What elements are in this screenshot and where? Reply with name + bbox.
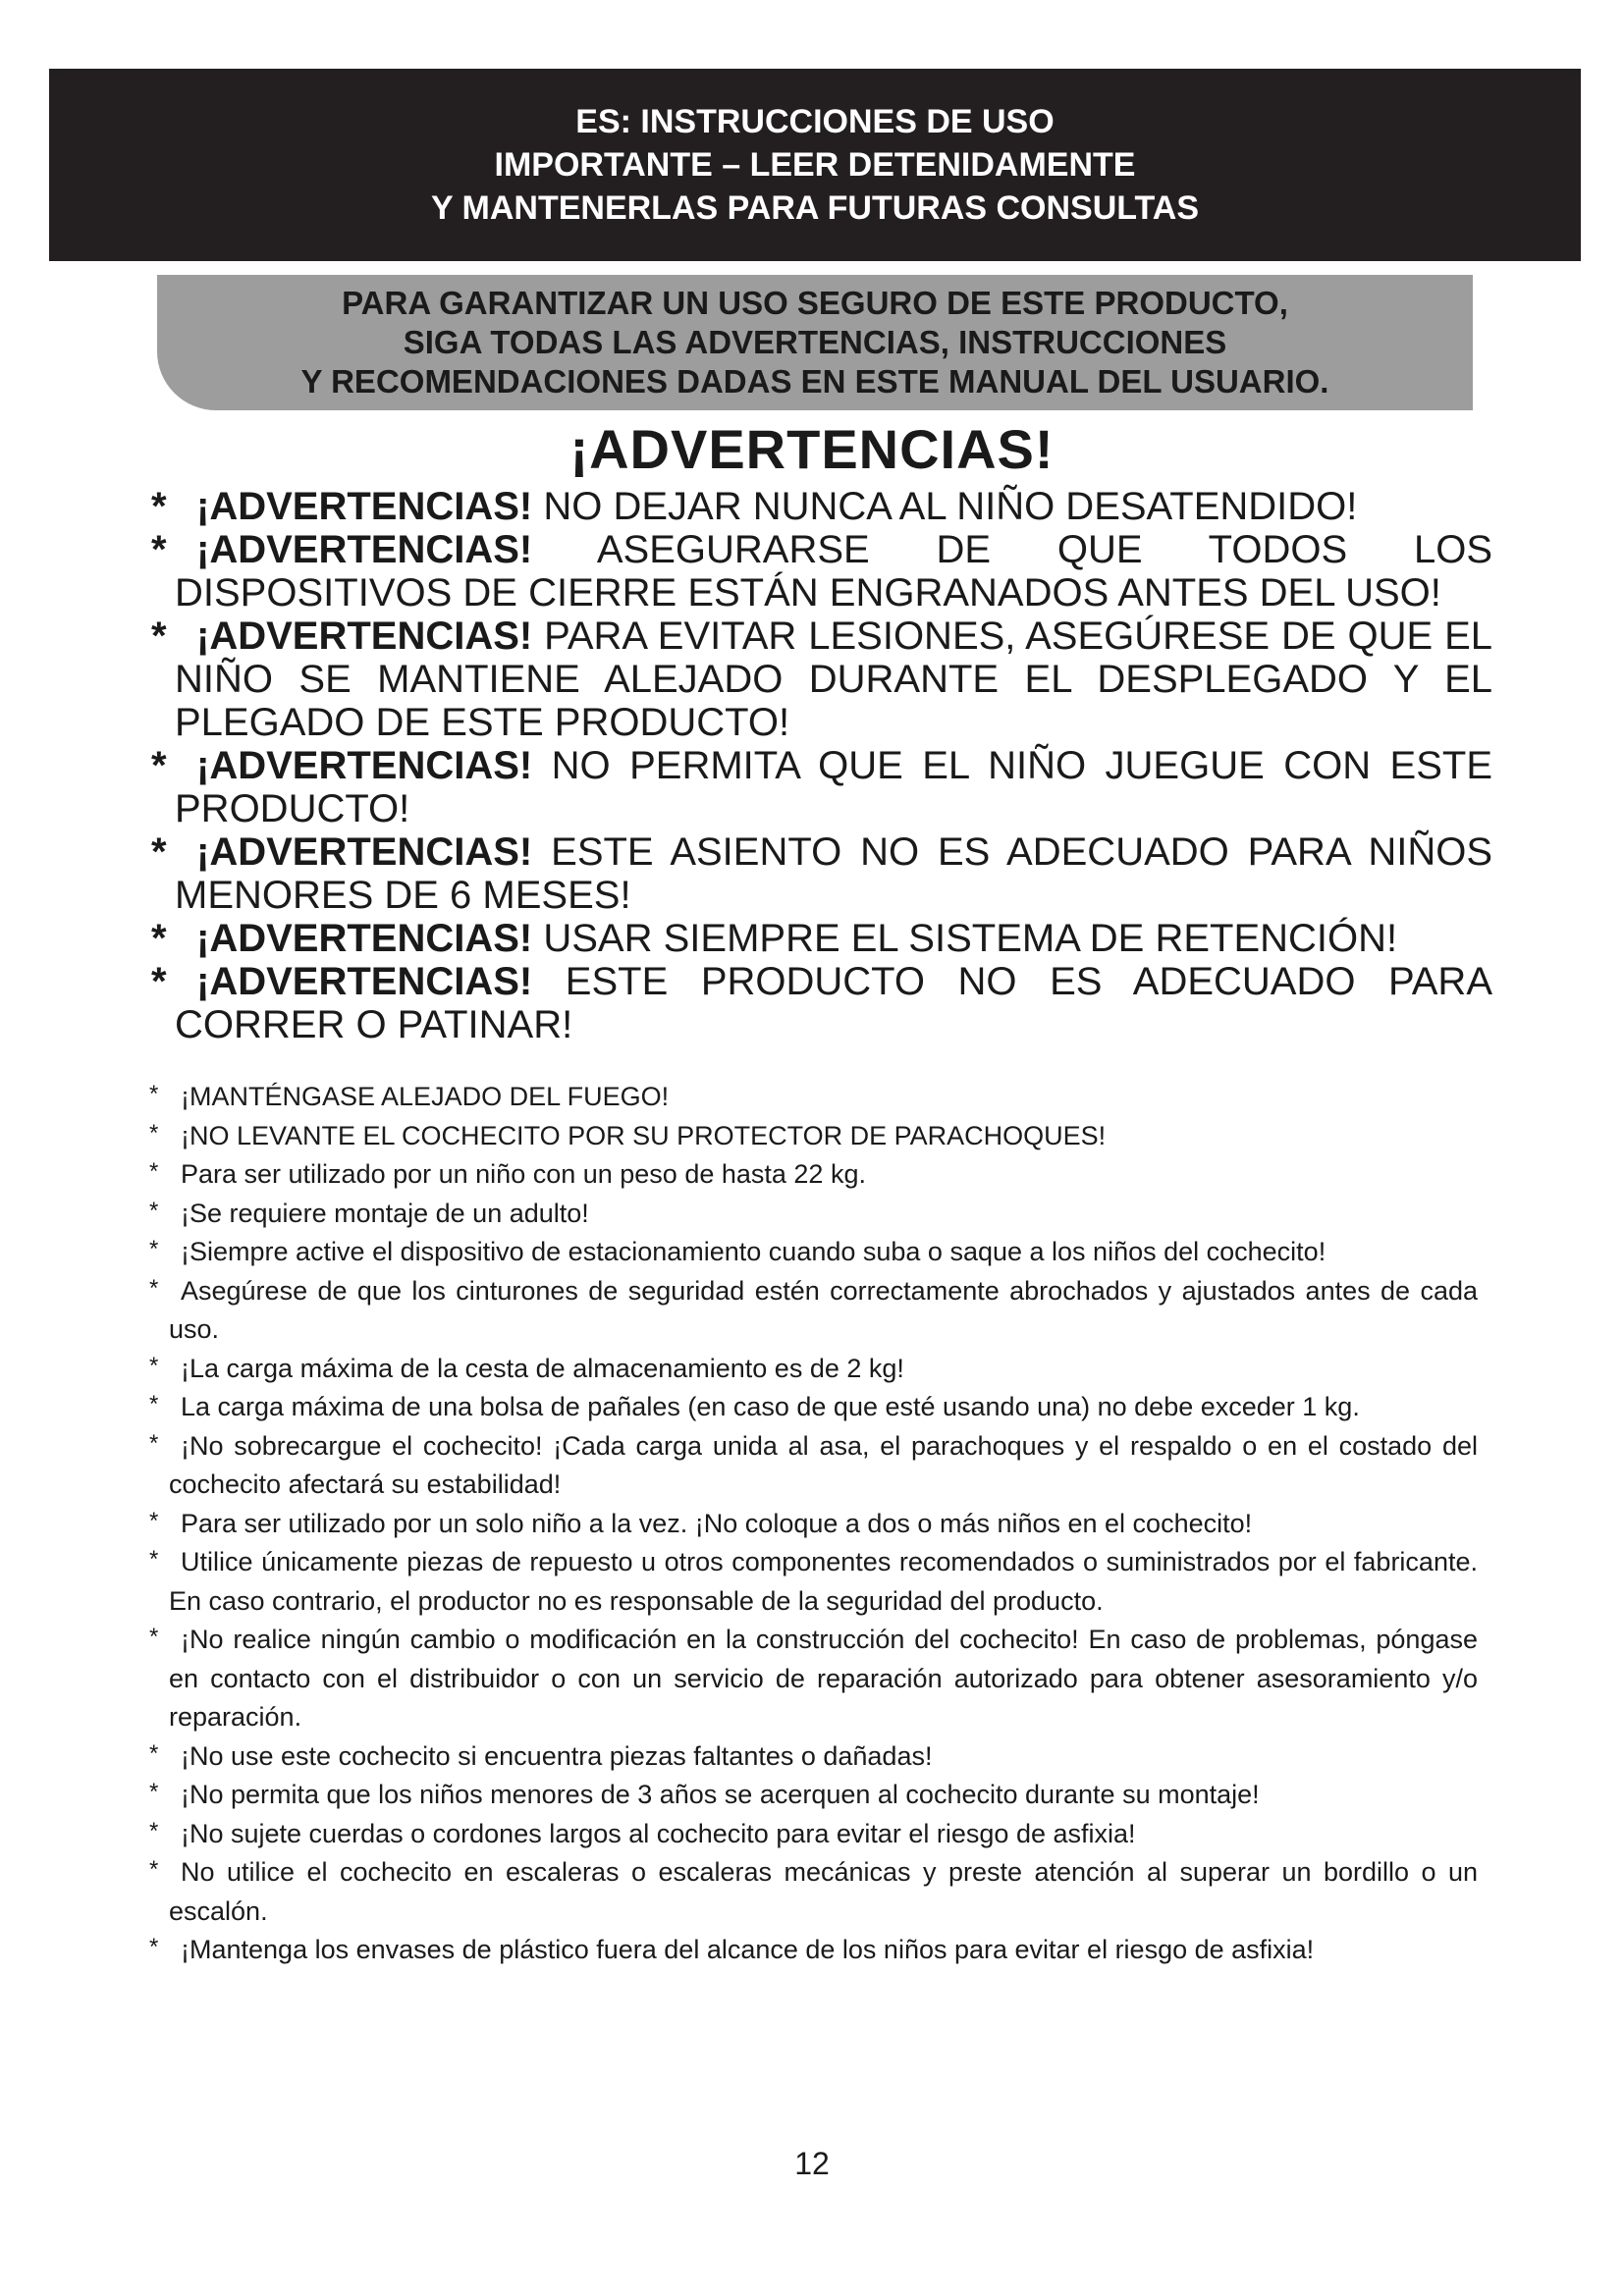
note-text: ¡MANTÉNGASE ALEJADO DEL FUEGO! bbox=[181, 1082, 670, 1111]
warning-label: ¡ADVERTENCIAS! bbox=[196, 917, 533, 960]
note-item bbox=[147, 1350, 1478, 1389]
note-item bbox=[147, 1543, 1478, 1621]
bullet-star: * bbox=[149, 1119, 159, 1147]
instructions-header bbox=[49, 69, 1581, 261]
note-item bbox=[147, 1195, 1478, 1234]
warning-item bbox=[147, 960, 1492, 1046]
warning-text: NO PERMITA QUE EL NIÑO JUEGUE CON ESTE PRODUCTO! bbox=[175, 744, 1492, 830]
note-text: Para ser utilizado por un solo niño a la vez. ¡No coloque a dos o más niños en el cochecito! bbox=[181, 1508, 1253, 1538]
warning-item bbox=[147, 744, 1492, 830]
note-text: Asegúrese de que los cinturones de seguridad estén correctamente abrochados y ajustados antes de cada uso. bbox=[169, 1275, 1478, 1344]
header-line-1: ES: INSTRUCCIONES DE USO bbox=[575, 103, 1055, 140]
bullet-star: * bbox=[149, 1236, 159, 1262]
warning-label: ¡ADVERTENCIAS! bbox=[196, 830, 533, 874]
note-item bbox=[147, 1815, 1478, 1854]
warning-label: ¡ADVERTENCIAS! bbox=[196, 744, 533, 787]
warning-label: ¡ADVERTENCIAS! bbox=[196, 528, 533, 571]
bullet-star: * bbox=[151, 528, 167, 571]
note-text: La carga máxima de una bolsa de pañales (en caso de que esté usando una) no debe exceder 1 kg. bbox=[181, 1392, 1360, 1421]
note-item bbox=[147, 1931, 1478, 1970]
warning-label: ¡ADVERTENCIAS! bbox=[196, 614, 533, 658]
note-text: ¡No use este cochecito si encuentra piezas faltantes o dañadas! bbox=[181, 1740, 933, 1771]
note-item bbox=[147, 1776, 1478, 1815]
note-text: No utilice el cochecito en escaleras o escaleras mecánicas y preste atención al superar un bordillo o un escalón. bbox=[169, 1857, 1478, 1926]
bullet-star: * bbox=[149, 1197, 159, 1224]
note-item bbox=[147, 1388, 1478, 1427]
note-item bbox=[147, 1621, 1478, 1737]
note-item bbox=[147, 1272, 1478, 1350]
header-line-3: Y MANTENERLAS PARA FUTURAS CONSULTAS bbox=[431, 189, 1199, 227]
warning-text: ASEGURARSE DE QUE TODOS LOS DISPOSITIVOS DE CIERRE ESTÁN ENGRANADOS ANTES DEL USO! bbox=[175, 528, 1492, 614]
bullet-star: * bbox=[149, 1391, 159, 1417]
bullet-star: * bbox=[149, 1274, 159, 1302]
note-item bbox=[147, 1155, 1478, 1195]
major-warnings-list bbox=[147, 485, 1492, 1046]
bullet-star: * bbox=[149, 1546, 159, 1573]
note-text: ¡No permita que los niños menores de 3 años se acerquen al cochecito durante su montaje! bbox=[181, 1780, 1260, 1809]
warning-label: ¡ADVERTENCIAS! bbox=[196, 485, 533, 528]
note-text: ¡No realice ningún cambio o modificación en la construcción del cochecito! En caso de problemas, póngase en contacto con el distribuidor o con un servicio de reparación autorizado para obtener asesoramiento y/o reparación. bbox=[169, 1625, 1478, 1732]
warning-text: ESTE ASIENTO NO ES ADECUADO PARA NIÑOS MENORES DE 6 MESES! bbox=[175, 830, 1492, 917]
note-item bbox=[147, 1117, 1478, 1156]
note-text: ¡La carga máxima de la cesta de almacenamiento es de 2 kg! bbox=[181, 1353, 904, 1383]
note-item bbox=[147, 1737, 1478, 1777]
warning-text: ESTE PRODUCTO NO ES ADECUADO PARA CORRER O PATINAR! bbox=[175, 960, 1492, 1046]
bullet-star: * bbox=[151, 960, 167, 1003]
warning-text: USAR SIEMPRE EL SISTEMA DE RETENCIÓN! bbox=[532, 917, 1398, 960]
bullet-star: * bbox=[151, 830, 167, 874]
note-item bbox=[147, 1853, 1478, 1931]
notice-line-2: SIGA TODAS LAS ADVERTENCIAS, INSTRUCCIONES bbox=[403, 324, 1227, 360]
bullet-star: * bbox=[151, 614, 167, 658]
bullet-star: * bbox=[149, 1624, 159, 1650]
bullet-star: * bbox=[149, 1158, 159, 1185]
notice-line-3: Y RECOMENDACIONES DADAS EN ESTE MANUAL DEL USUARIO. bbox=[300, 363, 1329, 400]
bullet-star: * bbox=[151, 485, 167, 528]
note-text: ¡Se requiere montaje de un adulto! bbox=[181, 1198, 589, 1228]
warning-item bbox=[147, 614, 1492, 744]
warnings-title: ¡ADVERTENCIAS! bbox=[569, 418, 1055, 480]
warning-text: PARA EVITAR LESIONES, ASEGÚRESE DE QUE EL NIÑO SE MANTIENE ALEJADO DURANTE EL DESPLEGADO Y EL PLEGADO DE ESTE PRODUCTO! bbox=[175, 614, 1492, 744]
note-text: ¡NO LEVANTE EL COCHECITO POR SU PROTECTOR DE PARACHOQUES! bbox=[181, 1120, 1107, 1150]
note-text: ¡Mantenga los envases de plástico fuera del alcance de los niños para evitar el riesgo de asfixia! bbox=[181, 1935, 1315, 1964]
warning-item bbox=[147, 830, 1492, 917]
safety-notice-banner bbox=[157, 275, 1473, 410]
bullet-star: * bbox=[149, 1934, 159, 1960]
bullet-star: * bbox=[149, 1779, 159, 1805]
general-notes-list bbox=[147, 1078, 1478, 1970]
bullet-star: * bbox=[149, 1352, 159, 1379]
note-item bbox=[147, 1078, 1478, 1117]
page-number: 12 bbox=[794, 2146, 830, 2181]
note-text: ¡No sujete cuerdas o cordones largos al cochecito para evitar el riesgo de asfixia! bbox=[181, 1818, 1136, 1848]
bullet-star: * bbox=[149, 1739, 159, 1767]
note-text: Para ser utilizado por un niño con un peso de hasta 22 kg. bbox=[181, 1159, 866, 1189]
note-item bbox=[147, 1233, 1478, 1272]
bullet-star: * bbox=[149, 1507, 159, 1534]
bullet-star: * bbox=[151, 744, 167, 787]
bullet-star: * bbox=[149, 1856, 159, 1883]
warning-label: ¡ADVERTENCIAS! bbox=[196, 960, 533, 1003]
note-text: Utilice únicamente piezas de repuesto u otros componentes recomendados o suministrados por el fabricante. En caso contrario, el productor no es responsable de la seguridad del producto. bbox=[169, 1547, 1478, 1616]
bullet-star: * bbox=[151, 917, 167, 960]
note-text: ¡No sobrecargue el cochecito! ¡Cada carga unida al asa, el parachoques y el respaldo o en el costado del cochecito afectará su estabilidad! bbox=[169, 1430, 1478, 1499]
bullet-star: * bbox=[149, 1081, 159, 1107]
warning-item bbox=[147, 485, 1492, 528]
notice-line-1: PARA GARANTIZAR UN USO SEGURO DE ESTE PRODUCTO, bbox=[342, 285, 1288, 321]
note-text: ¡Siempre active el dispositivo de estacionamiento cuando suba o saque a los niños del cochecito! bbox=[181, 1237, 1326, 1266]
warning-item bbox=[147, 917, 1492, 960]
warning-item bbox=[147, 528, 1492, 614]
header-line-2: IMPORTANTE – LEER DETENIDAMENTE bbox=[494, 146, 1136, 184]
note-item bbox=[147, 1427, 1478, 1505]
note-item bbox=[147, 1505, 1478, 1544]
warning-text: NO DEJAR NUNCA AL NIÑO DESATENDIDO! bbox=[532, 485, 1358, 528]
bullet-star: * bbox=[149, 1817, 159, 1844]
bullet-star: * bbox=[149, 1429, 159, 1457]
